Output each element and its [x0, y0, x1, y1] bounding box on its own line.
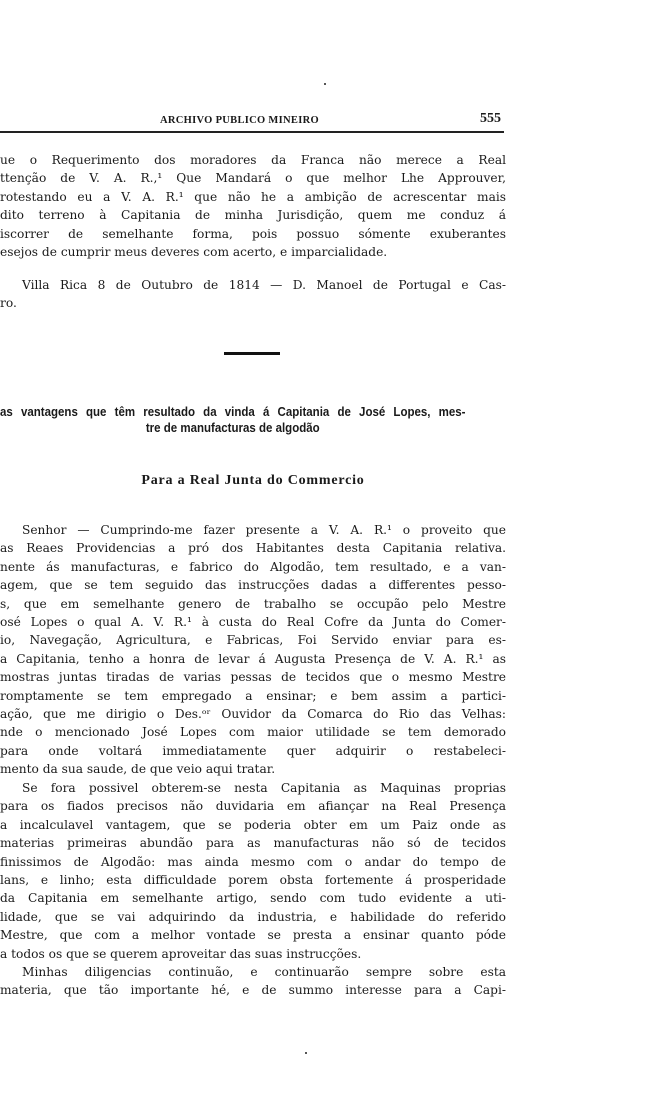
text-line: Senhor — Cumprindo-me fazer presente a V. A. R.¹ o proveito que [22, 523, 506, 537]
text-line: para os fiados precisos não duvidaria em afiançar na Real Presença [0, 799, 506, 814]
text-line: para onde voltará immediatamente quer adquirir o restabeleci- [0, 743, 506, 758]
body-paragraph [0, 521, 506, 778]
text-line: ação, que me dirigio o Des.ᵒʳ Ouvidor da Comarca do Rio das Velhas: [0, 706, 506, 721]
section-title [0, 404, 466, 436]
text-line: a todos os que se querem aproveitar das suas instrucções. [0, 946, 362, 961]
section-title-line: tre de manufacturas de algodão [145, 421, 320, 435]
section-divider [224, 352, 280, 355]
addressee-heading: Para a Real Junta do Commercio [141, 473, 365, 488]
section-title-line: as vantagens que têm resultado da vinda á Capitania de José Lopes, mes- [0, 405, 466, 419]
text-line: osé Lopes o qual A. V. R.¹ à custa do Real Cofre da Junta do Comer- [0, 614, 506, 629]
text-line: lidade, que se vai adquirindo da industria, e habilidade do referido [0, 909, 506, 924]
header-rule [0, 131, 504, 133]
text-line: da Capitania em semelhante artigo, sendo com tudo evidente a uti- [0, 891, 506, 906]
text-line: nente ás manufacturas, e fabrico do Algodão, tem resultado, e a van- [0, 559, 506, 574]
signature-line: ro. [0, 296, 17, 311]
page-number: 555 [480, 111, 501, 126]
text-line: lans, e linho; esta difficuldade porem obsta fortemente á prosperidade [0, 872, 506, 887]
page-speck [305, 1052, 307, 1054]
text-line: dito terreno à Capitania de minha Jurisdição, quem me conduz á [0, 208, 506, 223]
text-line: ue o Requerimento dos moradores da Franca não merece a Real [0, 153, 506, 167]
page-speck [324, 83, 326, 85]
text-line: mostras juntas tiradas de varias pessas de tecidos que o mesmo Mestre [0, 670, 506, 685]
text-line: materia, que tão importante hé, e de summo interesse para a Capi- [0, 983, 506, 998]
text-line: iscorrer de semelhante forma, pois possuo sómente exuberantes [0, 226, 506, 241]
text-line: materias primeiras abundão para as manufacturas não só de tecidos [0, 836, 506, 851]
text-line: nde o mencionado José Lopes com maior utilidade se tem demorado [0, 725, 506, 740]
running-header-title: ARCHIVO PUBLICO MINEIRO [160, 115, 319, 126]
text-line: s, que em semelhante genero de trabalho se occupão pelo Mestre [0, 596, 506, 611]
body-paragraph [0, 779, 506, 963]
signature-paragraph [0, 276, 506, 313]
text-line: esejos de cumprir meus deveres com acerto, e imparcialidade. [0, 244, 388, 259]
intro-paragraph [0, 151, 506, 261]
text-line: finissimos de Algodão: mas ainda mesmo com o andar do tempo de [0, 854, 506, 869]
text-line: Mestre, que com a melhor vontade se presta a ensinar quanto póde [0, 928, 506, 943]
text-line: a incalculavel vantagem, que se poderia obter em um Paiz onde as [0, 817, 506, 832]
text-line: Minhas diligencias continuão, e continuarão sempre sobre esta [22, 965, 506, 979]
text-line: agem, que se tem seguido das instrucções dadas a differentes pesso- [0, 578, 506, 593]
text-line: io, Navegação, Agricultura, e Fabricas, Foi Servido enviar para es- [0, 633, 506, 648]
text-line: Se fora possivel obterem-se nesta Capitania as Maquinas proprias [22, 781, 506, 795]
signature-line: Villa Rica 8 de Outubro de 1814 — D. Manoel de Portugal e Cas- [22, 278, 506, 292]
text-line: as Reaes Providencias a pró dos Habitantes desta Capitania relativa. [0, 541, 506, 556]
text-line: a Capitania, tenho a honra de levar á Augusta Presença de V. A. R.¹ as [0, 651, 506, 666]
text-line: mento da sua saude, de que veio aqui tratar. [0, 762, 276, 777]
body-paragraph [0, 963, 506, 1000]
text-line: ttenção de V. A. R.,¹ Que Mandará o que melhor Lhe Approuver, [0, 171, 506, 186]
text-line: rotestando eu a V. A. R.¹ que não he a ambição de acrescentar mais [0, 189, 506, 204]
text-line: romptamente se tem empregado a ensinar; e bem assim a partici- [0, 688, 506, 703]
